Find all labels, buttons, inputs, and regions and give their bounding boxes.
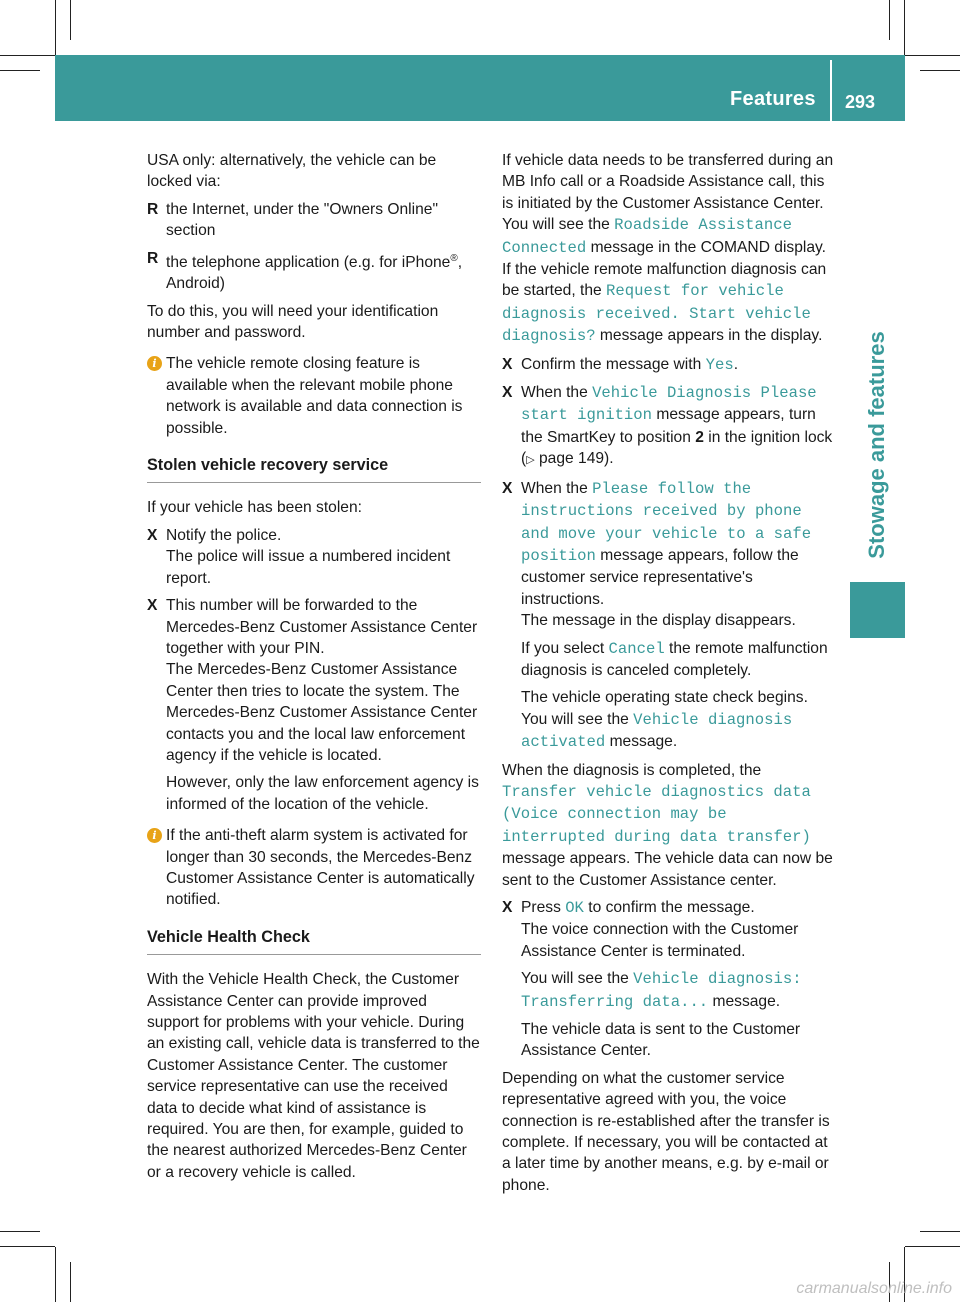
crop-mark	[55, 0, 56, 55]
display-message: Vehicle diagnosis activated	[521, 710, 793, 752]
step-arrow-icon: X	[147, 526, 158, 544]
display-message: Vehicle diagnosis: Transferring data...	[521, 970, 802, 1011]
crop-mark	[920, 70, 960, 71]
crop-mark	[905, 55, 960, 56]
step-item: X Confirm the message with Yes.	[502, 355, 739, 374]
step-item: X Press OK to confirm the message. The voice connection with the Customer Assistance Center is terminated. You will see the Vehicle diagnosis: Transferring data... message. The vehicle data is sent to the Customer Assistance Center.	[502, 899, 802, 1060]
paragraph: If your vehicle has been stolen:	[147, 499, 362, 517]
usa-intro: USA only: alternatively, the vehicle can be locked via:	[147, 152, 437, 191]
info-note: i If the anti-theft alarm system is activated for longer than 30 seconds, the Mercedes-Benz Customer Assistance Center is automatically notified.	[147, 825, 481, 911]
crop-mark	[904, 0, 905, 55]
display-message: OK	[565, 899, 584, 917]
crop-mark	[70, 1262, 71, 1302]
info-note: i The vehicle remote closing feature is available when the relevant mobile phone network is available and data connection is possible.	[147, 353, 481, 439]
section-heading: Stolen vehicle recovery service	[147, 455, 481, 483]
bullet-icon: R	[147, 200, 159, 218]
header-divider	[830, 60, 832, 121]
crop-mark	[55, 1247, 56, 1302]
paragraph: Depending on what the customer service representative agreed with you, the voice connection is re-established after the transfer is complete. If necessary, you will be contacted at a later time by another means, e.g. by e-mail or phone.	[502, 1069, 830, 1194]
side-tab-marker	[850, 582, 905, 638]
side-tab-label: Stowage and features	[864, 331, 889, 559]
left-column	[147, 150, 481, 1183]
paragraph: When the diagnosis is completed, the Transfer vehicle diagnostics data (Voice connection may be interrupted during data transfer) message appears. The vehicle data can now be sent to the Customer Assistance center.	[502, 761, 833, 889]
crop-mark	[70, 0, 71, 40]
section-title: Features	[730, 88, 816, 110]
display-message: Request for vehicle diagnosis received. Start vehicle diagnosis?	[502, 282, 811, 346]
step-arrow-icon: X	[502, 899, 513, 916]
display-message: Transfer vehicle diagnostics data (Voice connection may be interrupted during data transfer)	[502, 782, 811, 846]
display-message: Vehicle Diagnosis Please start ignition	[521, 384, 817, 425]
display-message: Roadside Assistance Connected	[502, 216, 792, 257]
step-item: X When the Vehicle Diagnosis Please start ignition message appears, turn the SmartKey to position 2 in the ignition lock (▷ page 149).	[502, 384, 833, 468]
step-arrow-icon: X	[502, 384, 513, 402]
info-icon: i	[147, 356, 162, 371]
page-number: 293	[845, 92, 876, 112]
crop-mark	[905, 1246, 960, 1247]
crop-mark	[0, 55, 55, 56]
page-ref-arrow-icon: ▷	[526, 454, 535, 467]
step-arrow-icon: X	[502, 479, 513, 497]
paragraph: With the Vehicle Health Check, the Customer Assistance Center can provide improved support for problems with your vehicle. During an existing call, vehicle data is transferred to the Customer Assistance Center. The customer service representative can use the received data to decide what kind of assistance is required. You are then, for example, guided to the nearest authorized Mercedes-Benz Center or a recovery vehicle is called.	[147, 971, 480, 1181]
paragraph: If vehicle data needs to be transferred during an MB Info call or a Roadside Assistance call, this is initiated by the Customer Assistance Center. You will see the Roadside Assistance Connected message in the COMAND display. If the vehicle remote malfunction diagnosis can be started, the Request for vehicle diagnosis received. Start vehicle diagnosis? message appears in the display.	[502, 152, 834, 346]
display-message: Please follow the instructions received by phone and move your vehicle to a safe position	[521, 479, 812, 565]
step-item: X This number will be forwarded to the Mercedes-Benz Customer Assistance Center together with your PIN. The Mercedes-Benz Customer Assistance Center then tries to locate the system. The Mercedes-Benz Customer Assistance Center contacts you and the local law enforcement agency if the vehicle is located. However, only the law enforcement agency is informed of the location of the vehicle.	[147, 597, 479, 813]
crop-mark	[0, 1246, 55, 1247]
section-heading: Vehicle Health Check	[147, 927, 481, 955]
step-item: X Notify the police. The police will issue a numbered incident report.	[147, 526, 451, 587]
crop-mark	[889, 0, 890, 40]
crop-mark	[920, 1231, 960, 1232]
usa-after: To do this, you will need your identification number and password.	[147, 302, 439, 342]
list-item: R the Internet, under the "Owners Online" section	[147, 200, 438, 240]
crop-mark	[0, 1231, 40, 1232]
step-arrow-icon: X	[502, 355, 513, 373]
list-item: R the telephone application (e.g. for iPhone®, Android)	[147, 249, 463, 293]
display-message: Yes	[705, 355, 734, 374]
info-icon: i	[147, 828, 162, 843]
step-arrow-icon: X	[147, 597, 158, 615]
right-column	[502, 150, 836, 1196]
bullet-icon: R	[147, 249, 159, 267]
crop-mark	[0, 70, 40, 71]
display-message: Cancel	[608, 639, 665, 658]
step-item: X When the Please follow the instructions received by phone and move your vehicle to a safe position message appears, follow the customer service representative's instructions. The message in the display disappears. If you select Cancel the remote malfunction diagnosis is canceled completely. The vehicle operating state check begins. You will see the Vehicle diagnosis activated message.	[502, 479, 828, 752]
watermark: carmanualsonline.info	[796, 1280, 952, 1297]
